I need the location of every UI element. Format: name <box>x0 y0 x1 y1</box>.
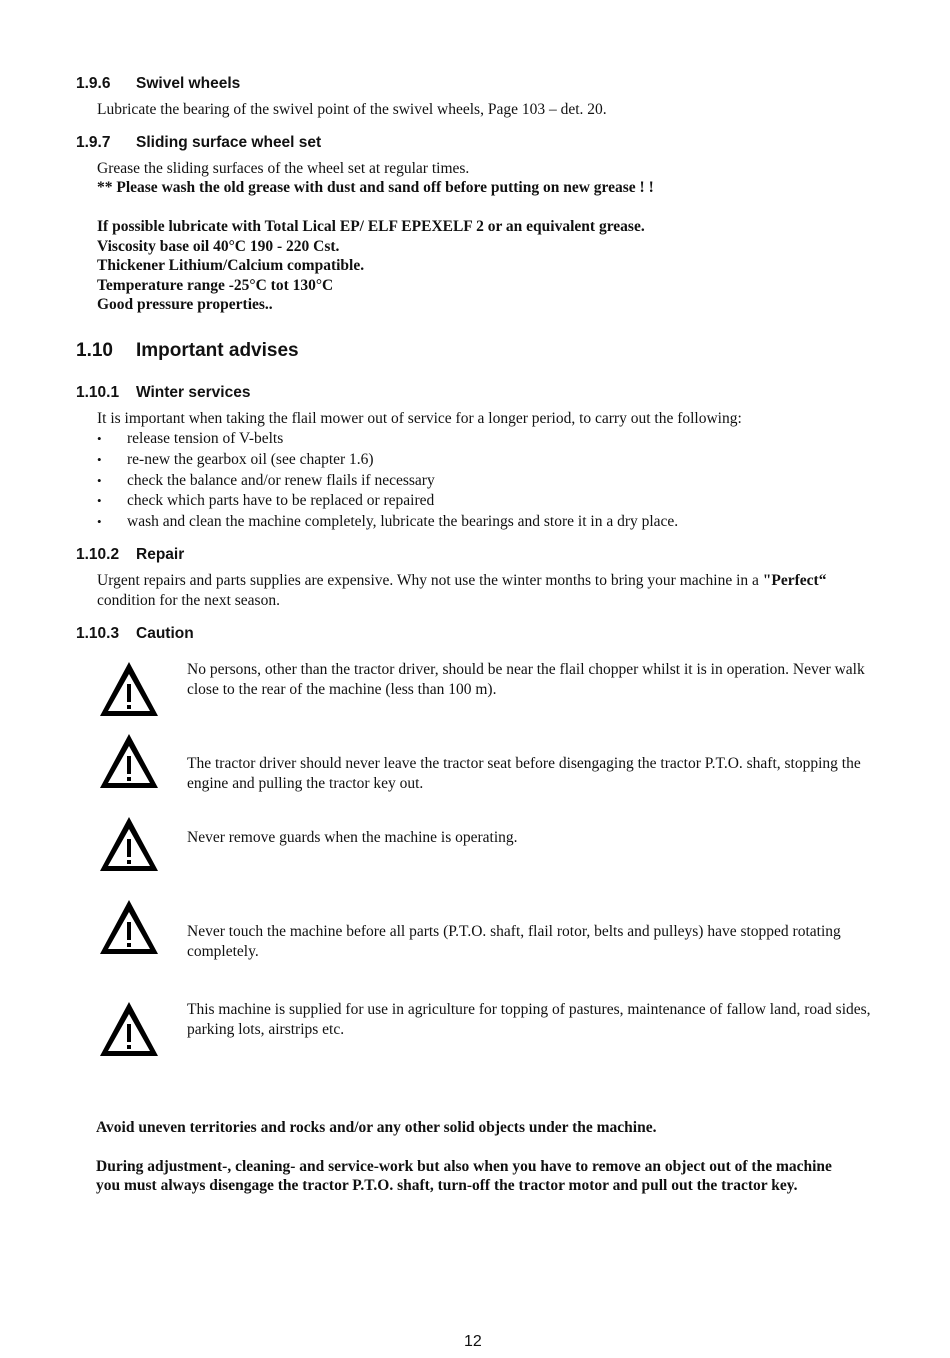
caution-text: Never touch the machine before all parts (P.T.O. shaft, flail rotor, belts and pulleys) have stopped rotating completely. <box>187 923 841 960</box>
heading-title: Swivel wheels <box>136 75 241 92</box>
heading-1-9-6 <box>76 75 240 93</box>
swivel-wheels-text: Lubricate the bearing of the swivel point of the swivel wheels, Page 103 – det. 20. <box>97 101 607 118</box>
heading-number: 1.9.7 <box>76 134 111 151</box>
caution-text: The tractor driver should never leave the tractor seat before disengaging the tractor P.T.O. shaft, stopping the engine and pulling the tractor key out. <box>187 755 861 792</box>
bullet-icon: • <box>97 431 102 446</box>
warning-triangle-icon <box>98 898 160 956</box>
spec-line: Good pressure properties.. <box>97 296 273 313</box>
grease-note: ** Please wash the old grease with dust and sand off before putting on new grease ! ! <box>97 179 654 196</box>
list-item: • wash and clean the machine completely, lubricate the bearings and store it in a dry place. <box>97 512 678 533</box>
heading-title: Repair <box>136 546 185 563</box>
heading-1-10-3 <box>76 625 194 643</box>
caution-text: Never remove guards when the machine is operating. <box>187 829 518 846</box>
spec-line: Thickener Lithium/Calcium compatible. <box>97 257 365 274</box>
caution-text: No persons, other than the tractor driver, should be near the flail chopper whilst it is in operation. Never walk close to the rear of the machine (less than 100 m). <box>187 661 865 698</box>
spec-line: Temperature range -25°C tot 130°C <box>97 276 334 294</box>
heading-1-10-2 <box>76 546 184 564</box>
heading-title: Sliding surface wheel set <box>136 134 322 151</box>
spec-line: Viscosity base oil 40°C 190 - 220 Cst. <box>97 237 340 255</box>
heading-number: 1.9.6 <box>76 75 111 92</box>
spec-line: If possible lubricate with Total Lical EP/ ELF EPEXELF 2 or an equivalent grease. <box>97 218 645 235</box>
list-item: • re-new the gearbox oil (see chapter 1.6) <box>97 450 678 471</box>
heading-1-10-1 <box>76 384 250 402</box>
repair-text: Urgent repairs and parts supplies are expensive. Why not use the winter months to bring your machine in a "Perfect“ condition for the next season. <box>97 572 827 609</box>
caution-text: This machine is supplied for use in agriculture for topping of pastures, maintenance of fallow land, road sides, parking lots, airstrips etc. <box>187 1001 871 1038</box>
heading-1-10 <box>76 340 299 362</box>
service-work-warning: During adjustment-, cleaning- and service-work but also when you have to remove an object out of the machine you must always disengage the tractor P.T.O. shaft, turn-off the tractor motor and pull out the tractor key. <box>96 1158 832 1195</box>
winter-services-intro: It is important when taking the flail mower out of service for a longer period, to carry out the following: <box>97 410 742 427</box>
list-item: • release tension of V-belts <box>97 429 678 450</box>
grease-spec-block <box>97 217 645 315</box>
warning-triangle-icon <box>98 1000 160 1058</box>
sliding-surface-text: Grease the sliding surfaces of the wheel set at regular times. <box>97 160 470 177</box>
heading-1-9-7 <box>76 134 321 152</box>
heading-title: Caution <box>136 625 194 642</box>
heading-number: 1.10 <box>76 340 113 361</box>
bullet-icon: • <box>97 451 102 467</box>
winter-services-list <box>97 429 678 533</box>
bullet-icon: • <box>97 493 102 509</box>
list-item: • check which parts have to be replaced or repaired <box>97 491 678 512</box>
heading-number: 1.10.2 <box>76 546 120 563</box>
bullet-icon: • <box>97 472 102 488</box>
bullet-icon: • <box>97 514 102 530</box>
perfect-emphasis: "Perfect“ <box>762 572 827 589</box>
heading-number: 1.10.1 <box>76 384 120 401</box>
heading-title: Winter services <box>136 384 251 401</box>
heading-number: 1.10.3 <box>76 625 120 642</box>
warning-triangle-icon <box>98 732 160 790</box>
heading-title: Important advises <box>136 340 299 361</box>
page-number: 12 <box>464 1333 482 1350</box>
warning-triangle-icon <box>98 815 160 873</box>
list-item: • check the balance and/or renew flails if necessary <box>97 471 678 492</box>
warning-triangle-icon <box>98 660 160 718</box>
avoid-uneven-text: Avoid uneven territories and rocks and/or any other solid objects under the machine. <box>96 1119 657 1136</box>
